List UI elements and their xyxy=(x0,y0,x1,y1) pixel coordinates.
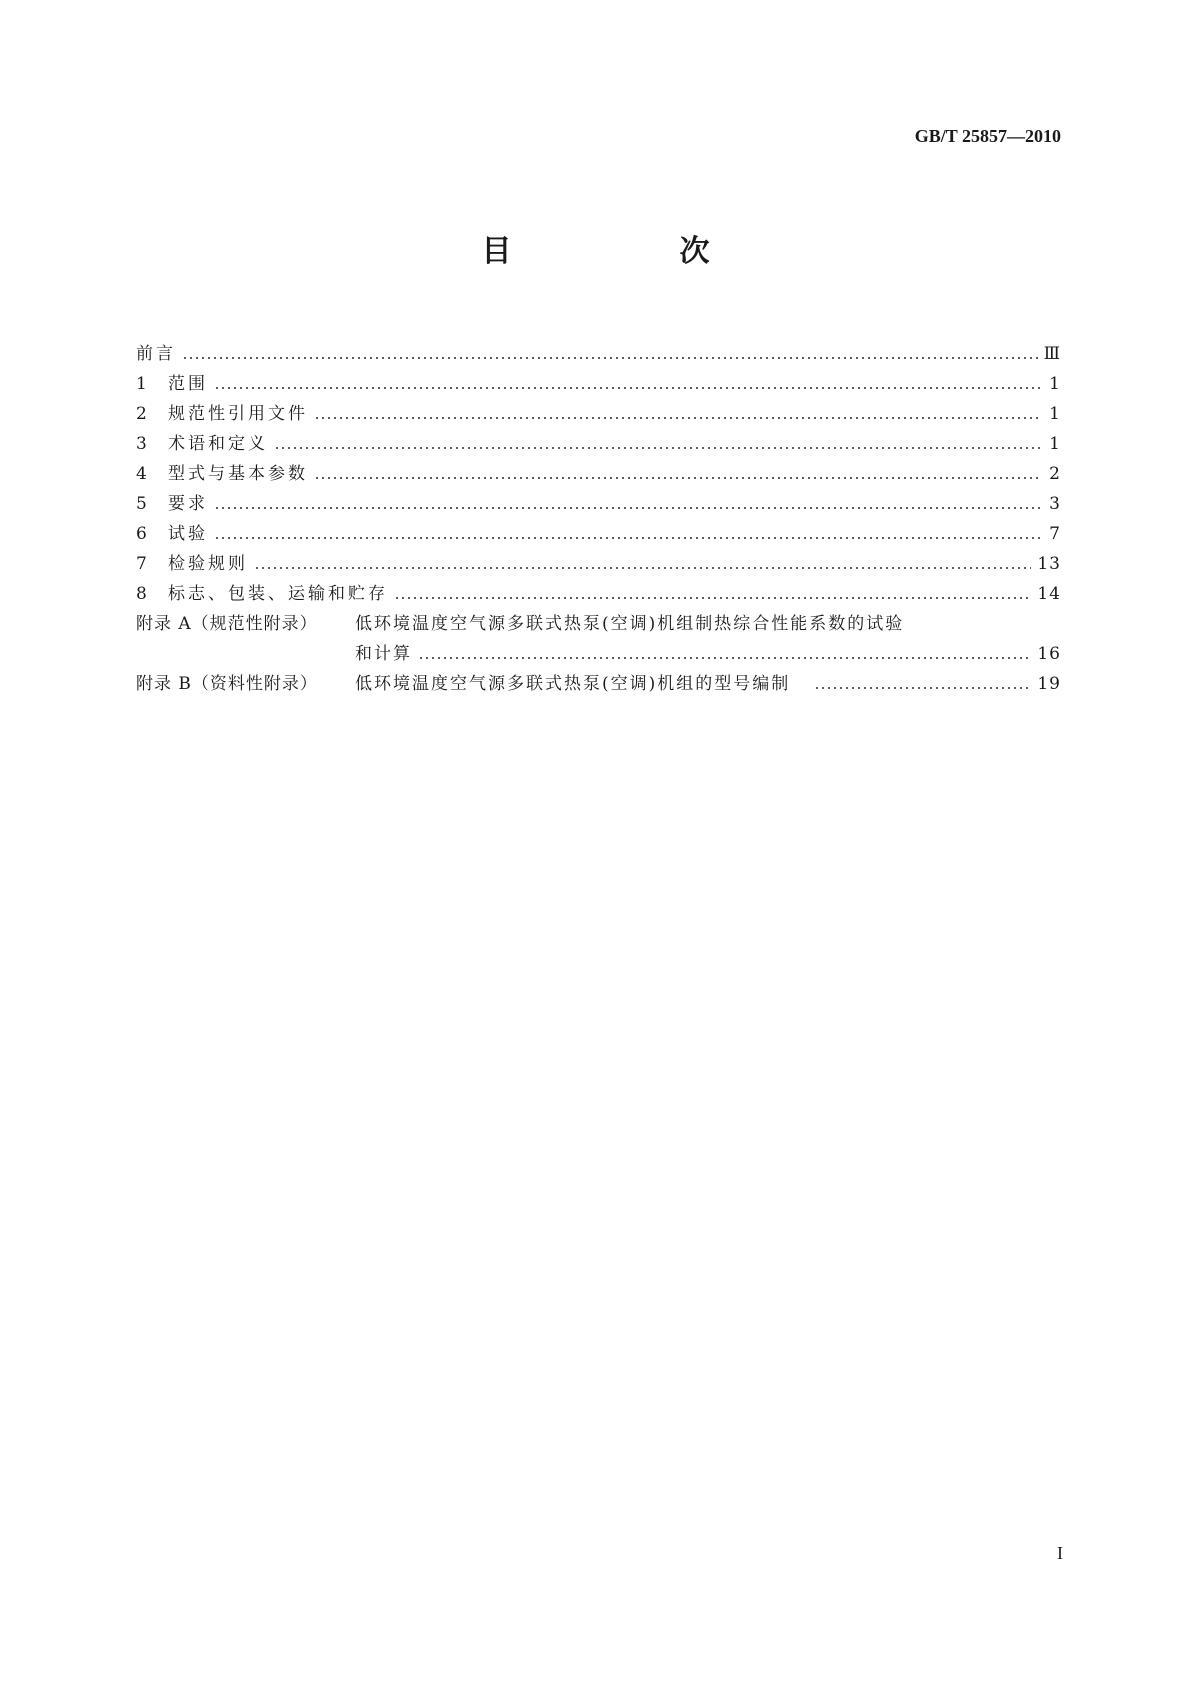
toc-label: 前言 xyxy=(136,344,176,364)
leader-dots xyxy=(214,387,1041,389)
leader-dots xyxy=(314,477,1041,479)
toc-label: 标志、包装、运输和贮存 xyxy=(168,584,388,604)
toc-label: 规范性引用文件 xyxy=(168,404,308,424)
toc-number: 6 xyxy=(136,524,147,544)
leader-dots xyxy=(814,687,1031,689)
toc-entry-3[interactable] xyxy=(136,425,1061,455)
page-number: I xyxy=(1057,1543,1063,1563)
appendix-title: 低环境温度空气源多联式热泵(空调)机组的型号编制 xyxy=(355,674,791,694)
leader-dots xyxy=(314,417,1041,419)
table-of-contents xyxy=(136,334,1061,695)
toc-page: Ⅲ xyxy=(1043,344,1061,364)
toc-page: 1 xyxy=(1049,374,1061,394)
toc-page: 16 xyxy=(1037,644,1061,664)
toc-page: 14 xyxy=(1037,584,1061,604)
leader-dots xyxy=(254,567,1031,569)
toc-page: 13 xyxy=(1037,554,1061,574)
standard-number: GB/T 25857—2010 xyxy=(914,126,1061,146)
toc-entry-7[interactable] xyxy=(136,545,1061,575)
leader-dots xyxy=(214,507,1041,509)
toc-entry-4[interactable] xyxy=(136,455,1061,485)
toc-number: 8 xyxy=(136,584,147,604)
toc-number: 4 xyxy=(136,464,147,484)
toc-number: 5 xyxy=(136,494,147,514)
toc-entry-6[interactable] xyxy=(136,515,1061,545)
toc-page: 19 xyxy=(1037,674,1061,694)
toc-page: 1 xyxy=(1049,404,1061,424)
toc-label: 术语和定义 xyxy=(168,434,268,454)
toc-number: 2 xyxy=(136,404,147,424)
toc-page: 3 xyxy=(1049,494,1061,514)
toc-entry-1[interactable] xyxy=(136,365,1061,395)
appendix-head: 附录 A（规范性附录） xyxy=(136,614,318,634)
toc-entry-5[interactable] xyxy=(136,485,1061,515)
toc-label: 试验 xyxy=(168,524,208,544)
appendix-head: 附录 B（资料性附录） xyxy=(136,674,318,694)
leader-dots xyxy=(274,447,1041,449)
leader-dots xyxy=(214,537,1041,539)
toc-entry-foreword[interactable] xyxy=(136,334,1061,365)
toc-number: 3 xyxy=(136,434,147,454)
appendix-title-cont: 和计算 xyxy=(355,644,412,664)
toc-page: 1 xyxy=(1049,434,1061,454)
toc-label: 要求 xyxy=(168,494,208,514)
page-title: 目 次 xyxy=(481,234,746,269)
toc-entry-2[interactable] xyxy=(136,395,1061,425)
leader-dots xyxy=(182,357,1038,359)
toc-entry-8[interactable] xyxy=(136,575,1061,605)
toc-label: 型式与基本参数 xyxy=(168,464,308,484)
toc-label: 范围 xyxy=(168,374,208,394)
toc-entry-appendix-b[interactable] xyxy=(136,665,1061,695)
toc-page: 7 xyxy=(1049,524,1061,544)
toc-number: 7 xyxy=(136,554,147,574)
toc-label: 检验规则 xyxy=(168,554,248,574)
toc-entry-appendix-a-cont[interactable] xyxy=(136,635,1061,665)
leader-dots xyxy=(394,597,1031,599)
toc-page: 2 xyxy=(1049,464,1061,484)
leader-dots xyxy=(418,657,1031,659)
toc-number: 1 xyxy=(136,374,147,394)
toc-entry-appendix-a[interactable] xyxy=(136,605,1061,635)
appendix-title: 低环境温度空气源多联式热泵(空调)机组制热综合性能系数的试验 xyxy=(355,614,905,634)
